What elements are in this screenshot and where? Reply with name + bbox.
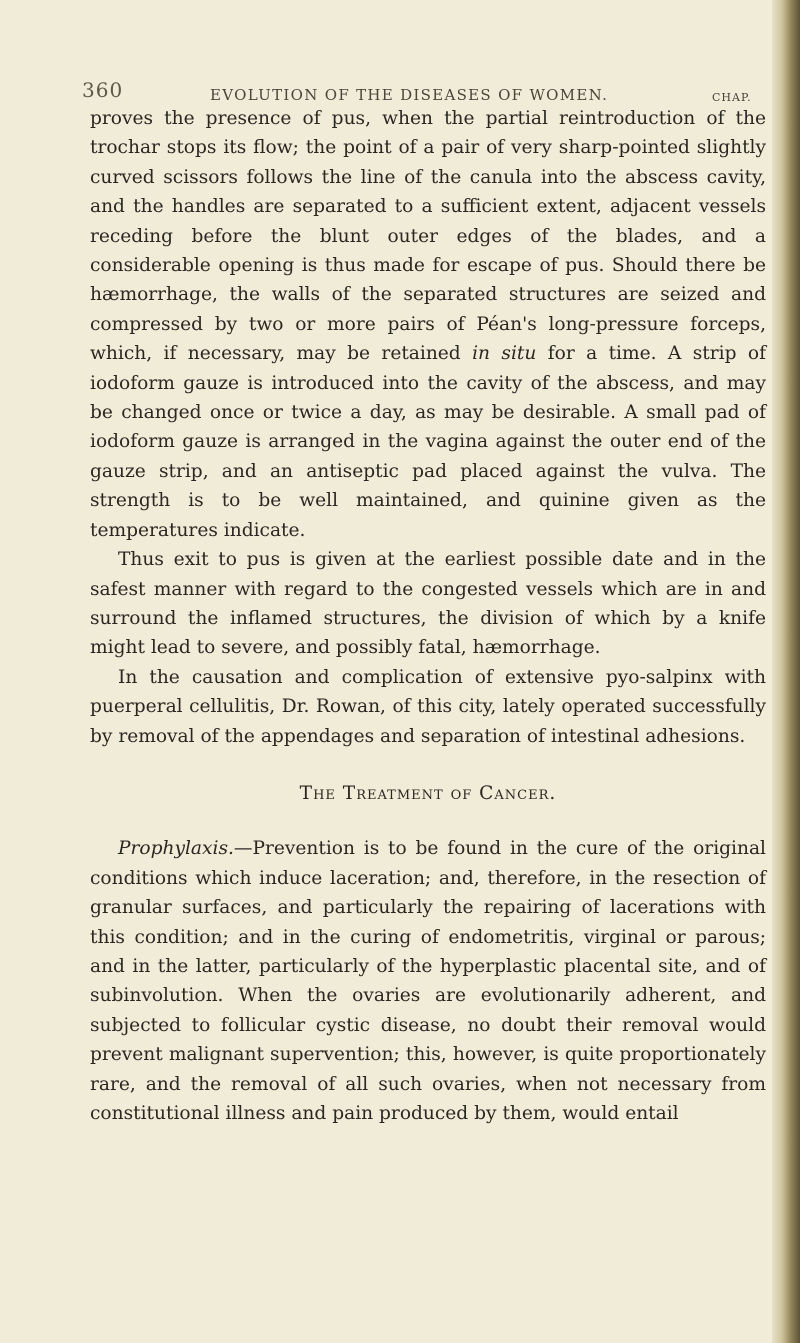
paragraph-1-italic: in situ	[472, 343, 537, 365]
paragraph-4-lead: Prophylaxis.	[118, 838, 234, 860]
body-text	[90, 104, 766, 1128]
paragraph-1-text: proves the presence of pus, when the partial reintroduction of the trochar stops its flow; the point of a pair of very sharp-pointed slightly curved scissors follows the line of the canula into the abscess cavity, and the handles are separated to a sufficient extent, adjacent vessels receding before the blunt outer edges of the blades, and a considerable opening is thus made for escape of pus. Should there be hæmorrhage, the walls of the separated structures are seized and compressed by two or more pairs of Péan's long-pressure forceps, which, if necessary, may be retained	[90, 108, 766, 365]
paragraph-1-end: for a time. A strip of iodoform gauze is introduced into the cavity of the abscess, and may be changed once or twice a day, as may be desirable. A small pad of iodoform gauze is arranged in the vagina against the outer end of the gauze strip, and an antiseptic pad placed against the vulva. The strength is to be well maintained, and quinine given as the temperatures indicate.	[90, 343, 766, 541]
section-heading: The Treatment of Cancer.	[299, 782, 557, 804]
running-title: EVOLUTION OF THE DISEASES OF WOMEN.	[210, 86, 609, 104]
paragraph-4-text: —Prevention is to be found in the cure of the original conditions which induce laceration; and, therefore, in the resection of granular surfaces, and particularly the repairing of lacerations with this condition; and in the curing of endometritis, virginal or parous; and in the latter, particularly of the hyperplastic placental site, and of subinvolution. When the ovaries are evolutionarily adherent, and subjected to follicular cystic disease, no doubt their removal would prevent malignant supervention; this, however, is quite proportionately rare, and the removal of all such ovaries, when not necessary from constitutional illness and pain produced by them, would entail	[90, 838, 766, 1124]
chapter-label: CHAP.	[712, 91, 752, 104]
page-number: 360	[82, 78, 124, 102]
paragraph-1	[90, 104, 766, 545]
paragraph-4	[90, 834, 766, 1128]
paragraph-2: Thus exit to pus is given at the earliest possible date and in the safest manner with regard to the congested vessels which are in and surround the inflamed structures, the division of which by a knife might lead to severe, and possibly fatal, hæmorrhage.	[90, 549, 766, 659]
paragraph-3: In the causation and complication of extensive pyo-salpinx with puerperal cellulitis, Dr. Rowan, of this city, lately operated successfully by removal of the appendages and separation of intestinal adhesions.	[90, 666, 766, 747]
page-edge-shadow	[772, 0, 800, 1343]
